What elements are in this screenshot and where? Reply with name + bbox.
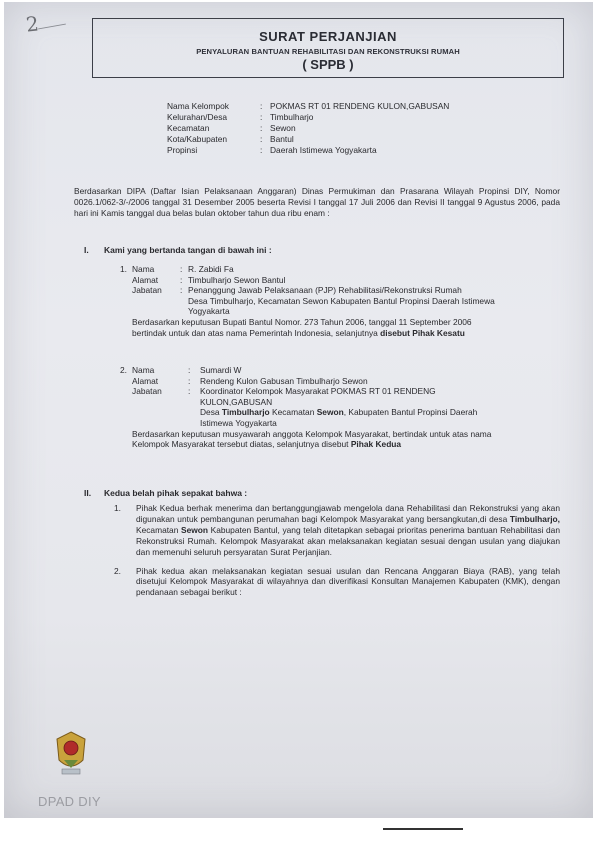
document-code: ( SPPB )	[302, 57, 354, 72]
party-basis: Kelompok Masyarakat tersebut diatas, selanjutnya disebut	[132, 439, 349, 450]
party-basis: Berdasarkan keputusan Bupati Bantul Nomor. 273 Tahun 2006, tanggal 11 September 2006	[132, 316, 472, 327]
field-label: Nama	[132, 264, 155, 274]
agreement-item	[114, 566, 560, 599]
section-title: Kami yang bertanda tangan di bawah ini :	[104, 245, 272, 255]
info-label: Kota/Kabupaten	[167, 134, 228, 144]
info-row	[167, 123, 449, 134]
party-1	[120, 264, 548, 338]
party-row	[132, 439, 530, 450]
party-row	[120, 397, 530, 408]
field-label: Alamat	[132, 274, 159, 285]
field-separator: :	[180, 285, 183, 296]
item-number: 2.	[114, 565, 121, 576]
party-row	[120, 306, 548, 317]
party-row	[120, 285, 548, 296]
field-value: Yogyakarta	[188, 306, 230, 317]
info-separator: :	[260, 123, 263, 133]
party-row	[120, 275, 548, 286]
spacer	[120, 407, 200, 418]
item-text-part: Pihak Kedua berhak menerima dan bertanggungjawab mengelola dana Rehabilitasi dan Rekonstruksi yang akan digunakan untuk pembangunan perumahan bagi Kelompok Masyarakat yang bersangkutan,di desa	[136, 503, 560, 524]
info-separator: :	[260, 112, 263, 122]
field-separator: :	[188, 386, 191, 397]
document-title: SURAT PERJANJIAN	[259, 29, 397, 44]
margin-note-stroke	[38, 24, 66, 30]
party-basis: bertindak untuk dan atas nama Pemerintah Indonesia, selanjutnya	[132, 327, 378, 338]
info-row	[167, 145, 449, 156]
field-label: Nama	[132, 365, 155, 375]
watermark-text: DPAD DIY	[38, 794, 101, 809]
field-value: Koordinator Kelompok Masyarakat POKMAS RT 01 RENDENG	[200, 386, 436, 397]
item-text: Pihak kedua akan melaksanakan kegiatan sesuai usulan dan Rencana Anggaran Biaya (RAB), yang telah disetujui Kelompok Masyarakat di wilayahnya dan diverifikasi Konsultan Manajemen Kabupaten (KMK), dengan pendanaan sebagai berikut :	[136, 565, 560, 598]
item-text-bold: Sewon	[181, 524, 208, 535]
info-label: Nama Kelompok	[167, 101, 229, 111]
info-separator: :	[260, 134, 263, 144]
margin-note: 2	[24, 11, 40, 37]
field-separator: :	[180, 274, 183, 285]
party-basis: Berdasarkan keputusan musyawarah anggota Kelompok Masyarakat, bertindak untuk atas nama	[132, 428, 492, 439]
info-separator: :	[260, 101, 263, 111]
field-value: Rendeng Kulon Gabusan Timbulharjo Sewon	[200, 375, 368, 386]
info-value: Timbulharjo	[270, 112, 314, 122]
field-label: Jabatan	[132, 285, 162, 296]
field-value: Penanggung Jawab Pelaksanaan (PJP) Rehabilitasi/Rekonstruksi Rumah	[188, 285, 462, 296]
spacer	[120, 285, 132, 296]
party-designation: Pihak Kedua	[350, 439, 402, 450]
info-row	[167, 101, 449, 112]
info-label: Kelurahan/Desa	[167, 112, 228, 122]
emblem-logo	[54, 730, 88, 778]
party-row	[120, 376, 530, 387]
party-row	[132, 328, 548, 339]
info-separator: :	[260, 145, 263, 155]
field-separator: :	[180, 264, 183, 274]
item-number: 1.	[114, 503, 121, 513]
field-separator: :	[188, 365, 191, 375]
field-value: KULON,GABUSAN	[200, 396, 273, 407]
spacer	[120, 275, 132, 286]
document-subtitle: PENYALURAN BANTUAN REHABILITASI DAN REKONSTRUKSI RUMAH	[196, 47, 460, 56]
field-value: Desa Timbulharjo, Kecamatan Sewon Kabupaten Bantul Propinsi Daerah Istimewa	[188, 295, 495, 306]
spacer	[120, 296, 188, 307]
field-value: Sumardi W	[200, 365, 242, 375]
info-label: Kecamatan	[167, 123, 210, 133]
party-row	[120, 365, 530, 376]
header-box	[92, 18, 564, 78]
info-label: Propinsi	[167, 145, 198, 155]
section-number: I.	[84, 245, 89, 255]
spacer	[120, 306, 188, 317]
field-text-bold: Sewon	[316, 407, 344, 418]
section-title: Kedua belah pihak sepakat bahwa :	[104, 488, 248, 498]
section-1-heading	[84, 245, 272, 255]
group-info	[167, 101, 449, 156]
item-text	[136, 503, 560, 558]
spacer	[120, 397, 200, 408]
field-text-bold: Timbulharjo	[221, 407, 270, 418]
field-value	[200, 407, 477, 418]
party-row	[120, 264, 548, 275]
agreement-items	[114, 503, 560, 606]
party-row	[120, 296, 548, 307]
field-value: Istimewa Yogyakarta	[200, 417, 277, 428]
spacer	[120, 418, 200, 429]
section-number: II.	[84, 488, 92, 498]
info-row	[167, 112, 449, 123]
section-2-heading	[84, 488, 247, 498]
spacer	[120, 376, 132, 387]
info-value: Daerah Istimewa Yogyakarta	[270, 145, 377, 155]
info-value: POKMAS RT 01 RENDENG KULON,GABUSAN	[270, 101, 450, 111]
party-designation: disebut Pihak Kesatu	[380, 327, 465, 338]
item-text-bold: Timbulharjo,	[509, 513, 560, 524]
field-value: Timbulharjo Sewon Bantul	[188, 274, 286, 285]
field-text: Kecamatan	[272, 407, 315, 418]
field-separator: :	[188, 375, 191, 386]
item-text-part: Kabupaten Bantul, yang telah ditetapkan sebagai prioritas penerima bantuan Rehabilitasi dan Rekonstruksi Rumah. Kelompok Masyarakat akan melaksanakan kegiatan sesuai dengan usulan yang diajukan dan memenuhi seluruh persyaratan Surat Perjanjian.	[136, 524, 560, 557]
field-text: Desa	[200, 407, 220, 418]
field-label: Alamat	[132, 375, 159, 386]
party-2	[120, 365, 530, 450]
footer-line	[383, 828, 463, 830]
party-row	[132, 429, 530, 440]
intro-paragraph: Berdasarkan DIPA (Daftar Isian Pelaksanaan Anggaran) Dinas Permukiman dan Prasarana Wilayah Propinsi DIY, Nomor 0026.1/062-3/-/2006 tanggal 31 Desember 2005 beserta Revisi I tanggal 17 Juli 2006 dan Revisi II tanggal 9 Agustus 2006, pada hari ini Kamis tanggal dua belas bulan oktober tahun dua ribu enam :	[74, 186, 560, 219]
party-row	[120, 407, 530, 418]
document-sheet	[4, 2, 593, 818]
info-value: Sewon	[270, 123, 296, 133]
agreement-item	[114, 503, 560, 558]
field-text: , Kabupaten Bantul Propinsi Daerah	[343, 407, 478, 418]
party-row	[120, 418, 530, 429]
field-label: Jabatan	[132, 386, 162, 397]
item-text-part: Kecamatan	[136, 524, 181, 535]
party-row	[120, 386, 530, 397]
party-row	[132, 317, 548, 328]
party-number: 2.	[120, 365, 127, 375]
party-number: 1.	[120, 264, 127, 274]
field-value: R. Zabidi Fa	[188, 264, 234, 274]
spacer	[120, 386, 132, 397]
info-value: Bantul	[270, 134, 294, 144]
info-row	[167, 134, 449, 145]
